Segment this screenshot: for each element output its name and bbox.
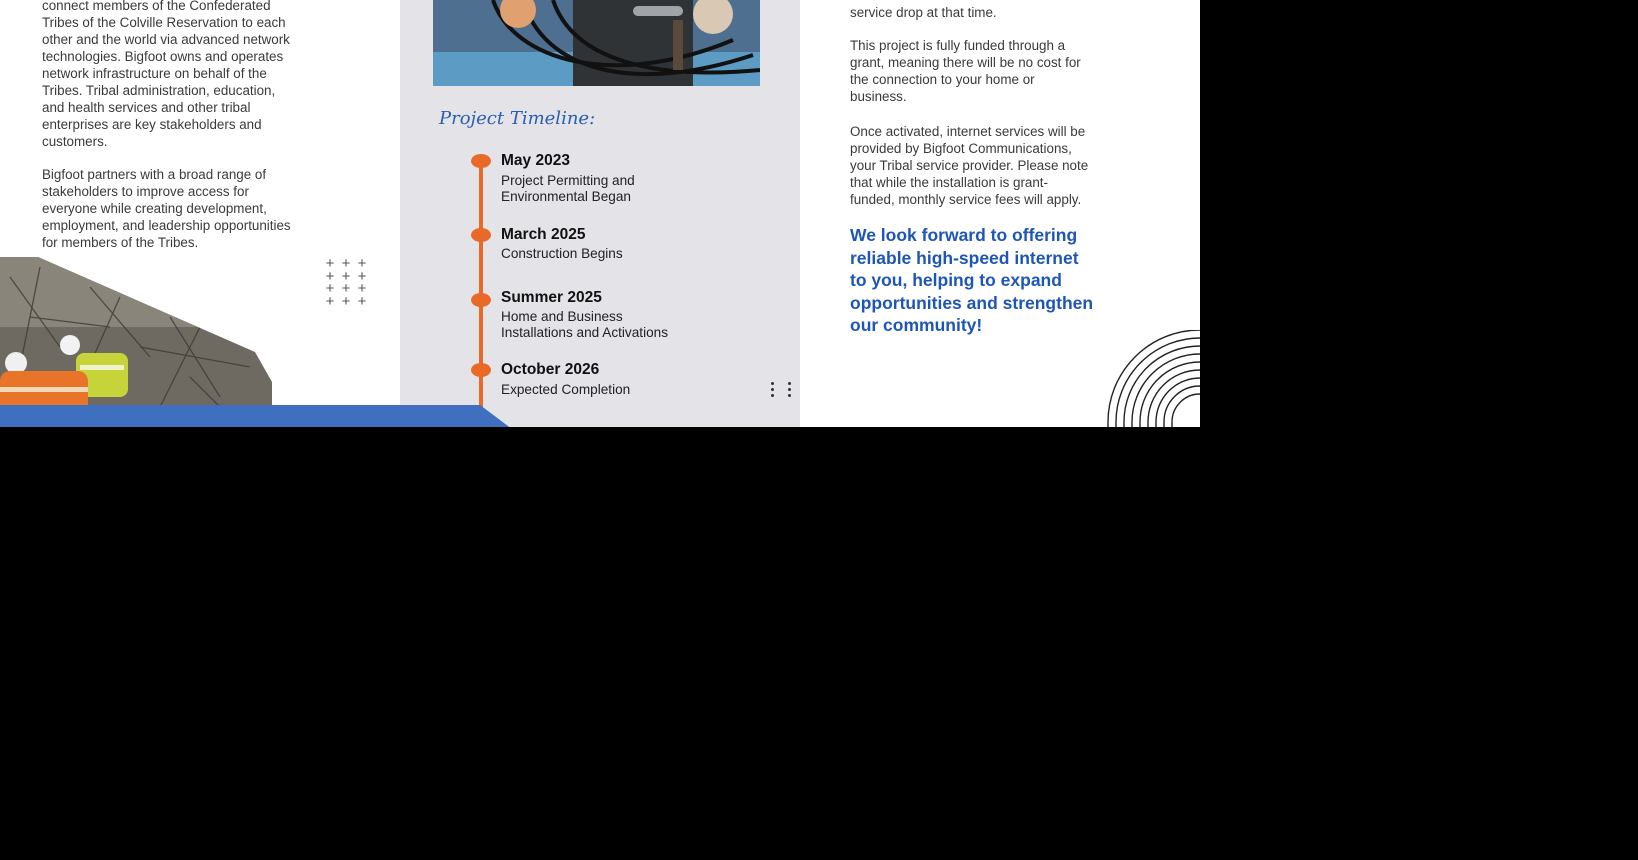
about-line: and health services and other tribal	[42, 100, 251, 115]
plus-mark: +	[357, 255, 367, 272]
about-paragraph	[42, 0, 290, 150]
timeline-description	[501, 246, 623, 262]
closing-line: to you, helping to expand	[850, 270, 1062, 290]
about-line: connect members of the Confederated	[42, 0, 271, 13]
closing-line: opportunities and strengthen	[850, 292, 1094, 313]
timeline-dot	[471, 363, 491, 377]
timeline-dot	[471, 293, 491, 307]
about-line: network infrastructure on behalf of the	[42, 66, 267, 81]
timeline-desc-line: Project Permitting and	[501, 173, 635, 188]
partners-line: everyone while creating development,	[42, 201, 267, 216]
about-line: Tribes of the Colville Reservation to each	[42, 15, 286, 30]
timeline-desc-line: Home and Business	[501, 309, 623, 324]
activation-paragraph	[850, 123, 1088, 208]
cable-work-illustration	[433, 0, 760, 86]
cable-work-photo	[433, 0, 760, 86]
partners-line: employment, and leadership opportunities	[42, 218, 291, 233]
closing-statement	[850, 224, 1093, 337]
timeline-date: March 2025	[501, 226, 586, 243]
about-line: technologies. Bigfoot owns and operates	[42, 49, 284, 64]
plus-mark: +	[357, 292, 367, 310]
partners-paragraph	[42, 166, 291, 251]
concentric-arcs-decoration	[1100, 330, 1200, 427]
timeline-desc-line: Installations and Activations	[501, 325, 669, 340]
timeline-dot	[471, 228, 491, 242]
plus-mark: +	[357, 280, 367, 297]
about-line: customers.	[42, 134, 108, 149]
partners-line: for members of the Tribes.	[42, 235, 199, 250]
timeline-date: Summer 2025	[501, 289, 602, 306]
plus-mark: +	[325, 292, 335, 310]
timeline-description	[501, 309, 668, 341]
funding-line: business.	[850, 89, 907, 104]
funding-line: grant, meaning there will be no cost for	[850, 55, 1081, 70]
plus-mark: +	[341, 280, 351, 297]
closing-line: We look forward to offering	[850, 225, 1078, 245]
timeline-dot	[471, 154, 491, 168]
plus-mark: +	[325, 280, 335, 297]
timeline-description	[501, 382, 630, 398]
field-workers-illustration	[0, 257, 272, 427]
timeline-date: October 2026	[501, 361, 600, 378]
left-column	[0, 0, 400, 427]
activation-line: provided by Bigfoot Communications,	[850, 141, 1072, 156]
funding-line: This project is fully funded through a	[850, 38, 1066, 53]
activation-line: your Tribal service provider. Please note	[850, 158, 1089, 173]
plus-mark: +	[341, 292, 351, 310]
partners-line: stakeholders to improve access for	[42, 184, 249, 199]
activation-line: funded, monthly service fees will apply.	[850, 192, 1082, 207]
timeline-description	[501, 173, 635, 205]
plus-mark: +	[357, 267, 367, 285]
plus-mark: +	[341, 255, 351, 272]
plus-mark: +	[325, 255, 335, 272]
brochure-page	[0, 0, 1200, 427]
plus-pattern-decoration	[322, 255, 370, 310]
timeline-title: Project Timeline:	[439, 108, 596, 129]
activation-line: Once activated, internet services will be	[850, 124, 1086, 139]
blue-footer-band	[0, 405, 520, 427]
timeline-desc-line: Construction Begins	[501, 246, 623, 261]
funding-line: the connection to your home or	[850, 72, 1035, 87]
plus-mark: +	[325, 267, 335, 285]
about-line: Tribes. Tribal administration, education,	[42, 83, 276, 98]
closing-line: our community!	[850, 315, 983, 335]
closing-line: reliable high-speed internet	[850, 247, 1079, 268]
funding-paragraph	[850, 37, 1081, 105]
timeline-date: May 2023	[501, 152, 570, 169]
field-workers-photo	[0, 257, 272, 427]
activation-line: that while the installation is grant-	[850, 175, 1048, 190]
plus-mark: +	[341, 267, 351, 285]
about-line: other and the world via advanced network	[42, 32, 290, 47]
about-line: enterprises are key stakeholders and	[42, 117, 262, 132]
timeline-desc-line: Expected Completion	[501, 382, 631, 397]
timeline-desc-line: Environmental Began	[501, 189, 631, 204]
partners-line: Bigfoot partners with a broad range of	[42, 167, 267, 182]
service-drop-line: service drop at that time.	[850, 5, 997, 20]
